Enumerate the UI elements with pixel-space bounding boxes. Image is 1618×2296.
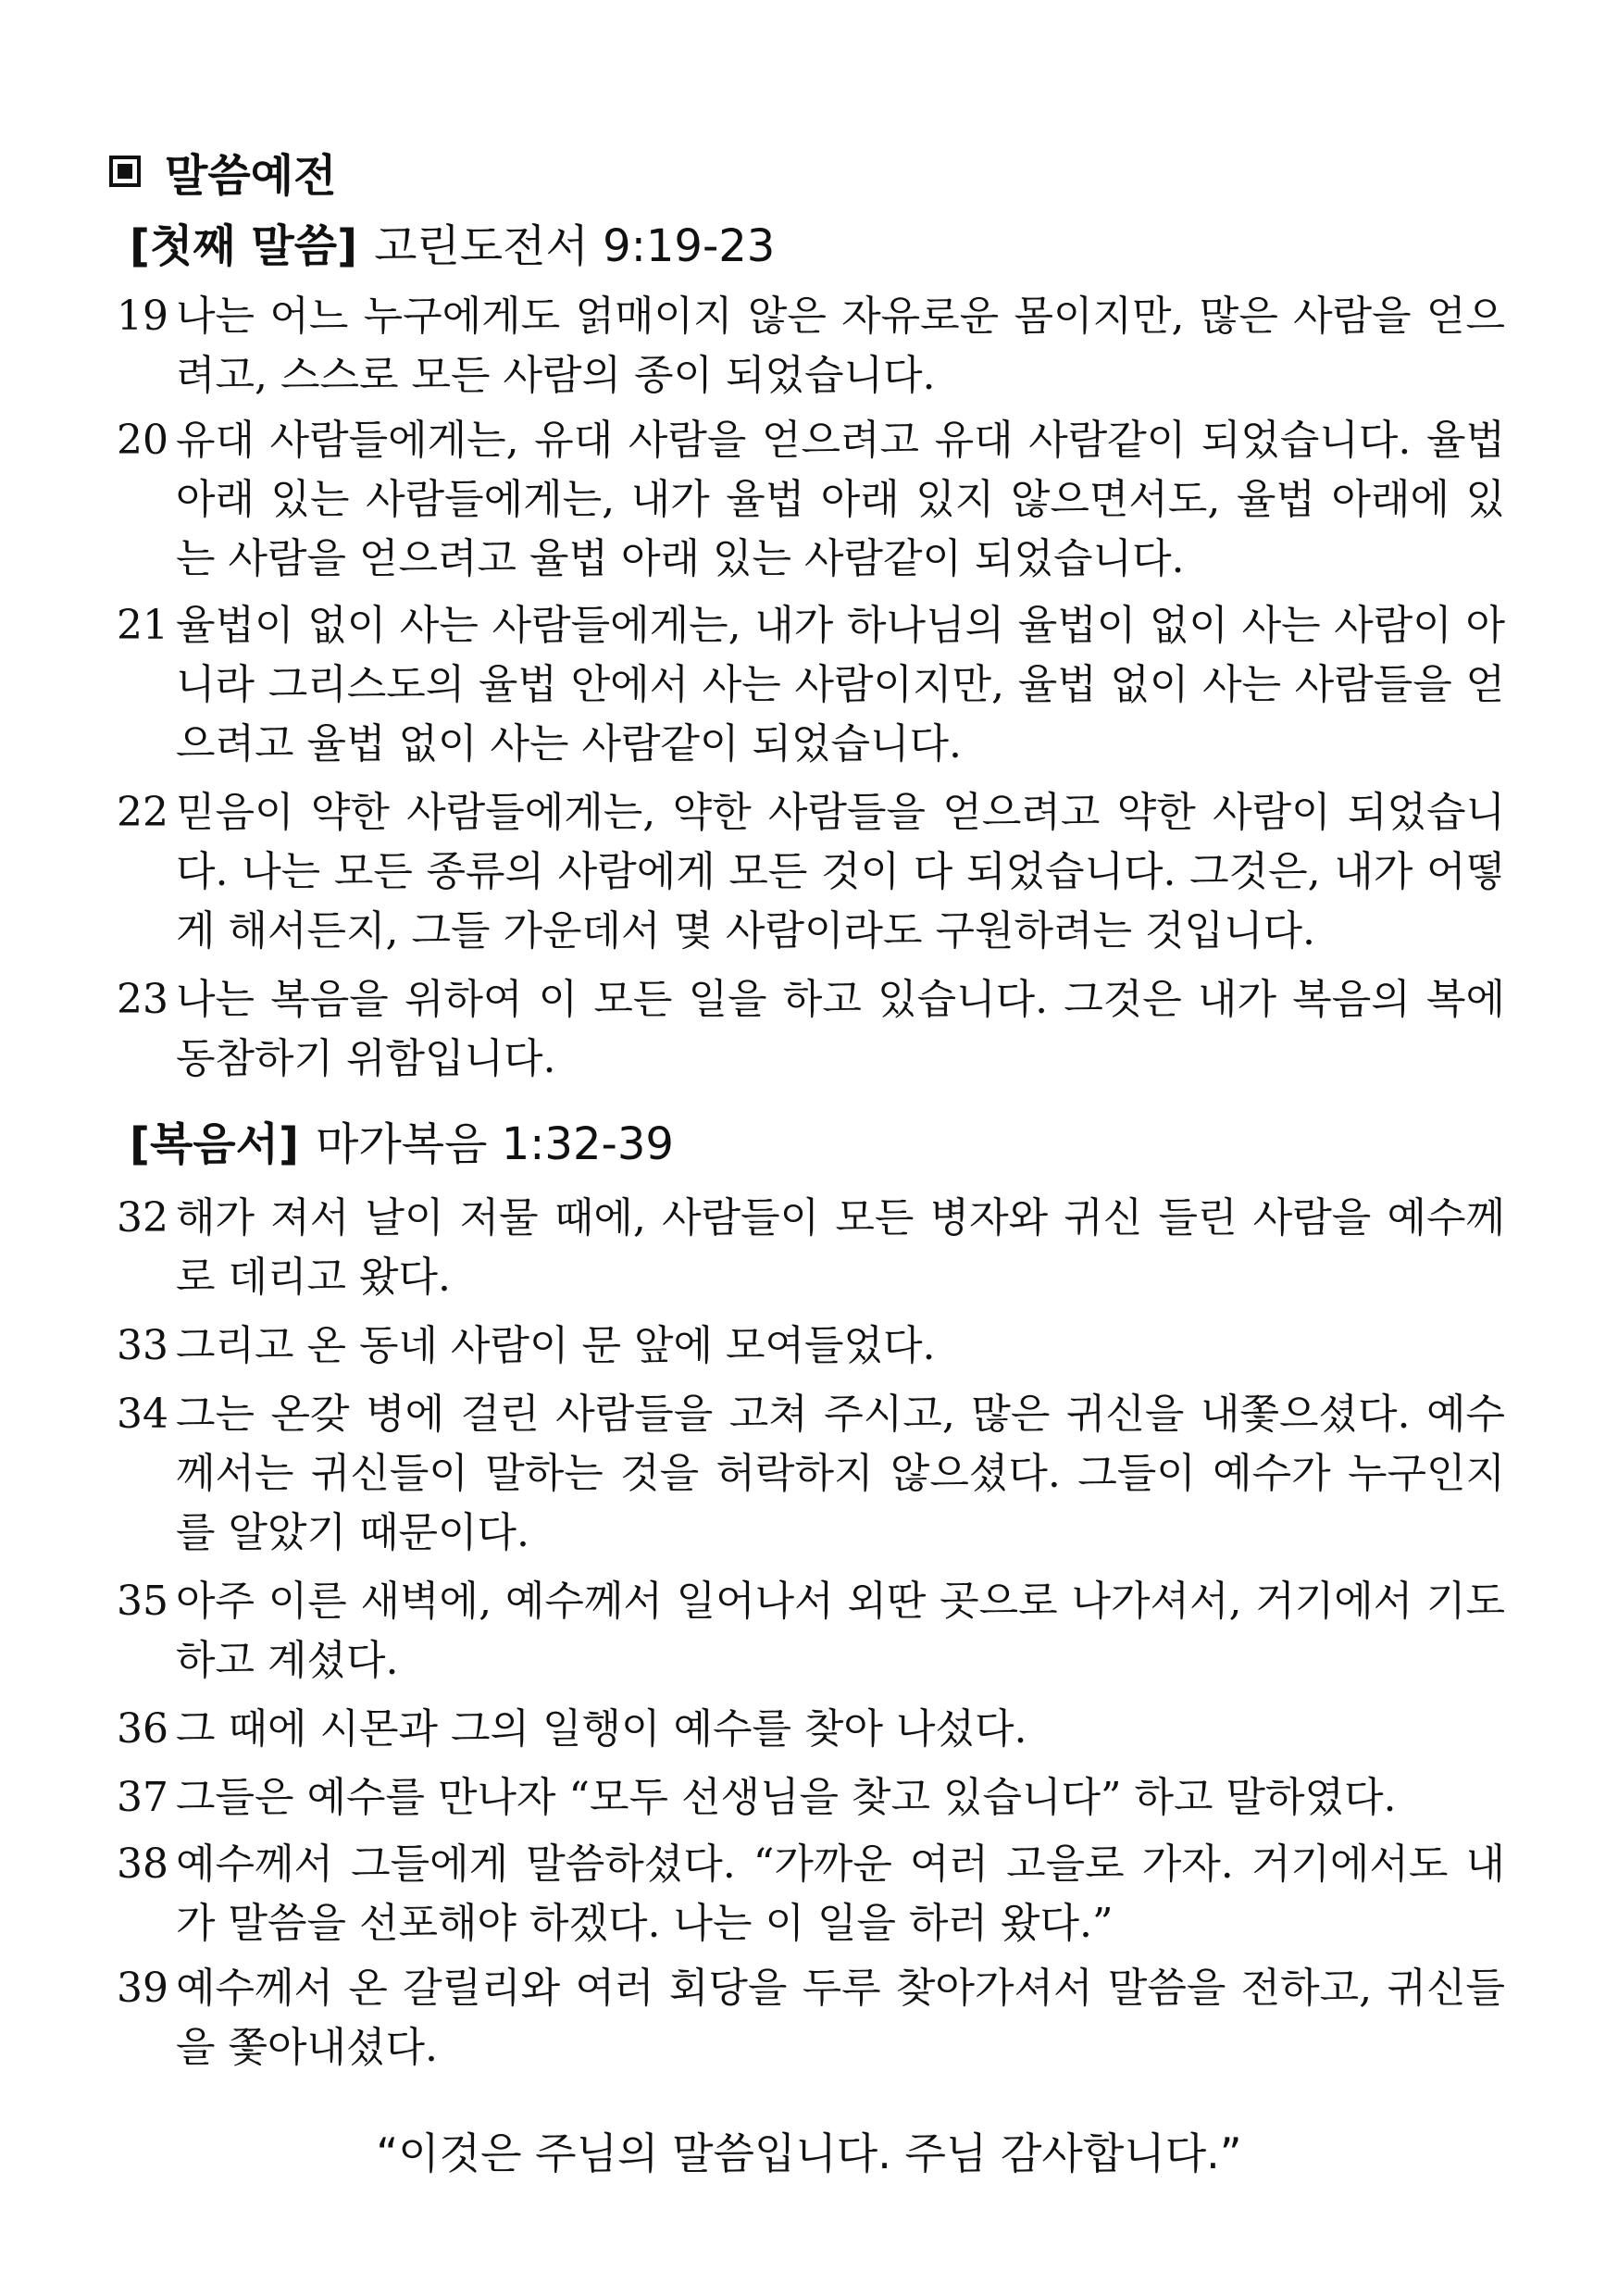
verse-number: 37: [117, 1774, 168, 1821]
verse: [117, 1189, 1505, 1307]
verse: [117, 1572, 1505, 1691]
verse: [117, 1768, 1505, 1828]
verse-number: 34: [117, 1391, 168, 1438]
verse: [117, 411, 1505, 589]
closing-response: “이것은 주님의 말씀입니다. 주님 감사합니다.”: [376, 2128, 1242, 2178]
verse: [117, 596, 1505, 774]
first-reading-reference: 고린도전서 9:19-23: [374, 219, 776, 272]
verse-text: 그들은 예수를 만나자 “모두 선생님을 찾고 있습니다” 하고 말하였다.: [176, 1774, 1397, 1821]
verse-number: 19: [117, 293, 168, 340]
verse-text: 나는 어느 누구에게도 얽매이지 않은 자유로운 몸이지만, 많은 사람을 얻으려고, 스스로 모든 사람의 종이 되었습니다.: [176, 293, 1505, 399]
gospel-heading: [130, 1107, 674, 1172]
verse: [117, 783, 1505, 961]
first-reading-label: [첫째 말씀]: [130, 219, 358, 272]
verse-text: 그 때에 시몬과 그의 일행이 예수를 찾아 나섰다.: [176, 1705, 1027, 1753]
verse-number: 21: [117, 602, 168, 649]
verse-number: 33: [117, 1322, 168, 1369]
verse-number: 35: [117, 1578, 168, 1625]
verse-text: 해가 져서 날이 저물 때에, 사람들이 모든 병자와 귀신 들린 사람을 예수께로 데리고 왔다.: [176, 1194, 1505, 1301]
verse-text: 유대 사람들에게는, 유대 사람을 얻으려고 유대 사람같이 되었습니다. 율법 아래 있는 사람들에게는, 내가 율법 아래 있지 않으면서도, 율법 아래에 있는 사람을 얻으려고 율법 아래 있는 사람같이 되었습니다.: [176, 417, 1505, 582]
verse-text: 율법이 없이 사는 사람들에게는, 내가 하나님의 율법이 없이 사는 사람이 아니라 그리스도의 율법 안에서 사는 사람이지만, 율법 없이 사는 사람들을 얻으려고 율법 없이 사는 사람같이 되었습니다.: [176, 602, 1505, 767]
square-bullet-icon: [109, 156, 141, 187]
verse-text: 예수께서 그들에게 말씀하셨다. “가까운 여러 고을로 가자. 거기에서도 내가 말씀을 선포해야 하겠다. 나는 이 일을 하러 왔다.”: [176, 1841, 1505, 1947]
verse: [117, 287, 1505, 406]
verse-text: 그리고 온 동네 사람이 문 앞에 모여들었다.: [176, 1322, 936, 1369]
verse-text: 나는 복음을 위하여 이 모든 일을 하고 있습니다. 그것은 내가 복음의 복에 동참하기 위함입니다.: [176, 976, 1505, 1082]
verse-number: 22: [117, 789, 168, 836]
verse: [117, 1835, 1505, 1953]
gospel-reference: 마가복음 1:32-39: [315, 1117, 674, 1170]
verse-number: 23: [117, 976, 168, 1023]
gospel-label: [복음서]: [130, 1117, 299, 1170]
verse: [117, 1700, 1505, 1759]
first-reading-heading: [130, 209, 775, 274]
verse-text: 아주 이른 새벽에, 예수께서 일어나서 외딴 곳으로 나가셔서, 거기에서 기도하고 계셨다.: [176, 1578, 1505, 1684]
section-title: 말씀예전: [165, 149, 337, 202]
verse: [117, 1316, 1505, 1376]
verse-text: 그는 온갖 병에 걸린 사람들을 고쳐 주시고, 많은 귀신을 내쫓으셨다. 예수께서는 귀신들이 말하는 것을 허락하지 않으셨다. 그들이 예수가 누구인지를 알았기 때문이다.: [176, 1391, 1505, 1556]
verse-number: 20: [117, 417, 168, 464]
verse-text: 예수께서 온 갈릴리와 여러 회당을 두루 찾아가셔서 말씀을 전하고, 귀신들을 쫓아내셨다.: [176, 1965, 1505, 2071]
verse: [117, 970, 1505, 1089]
verse: [117, 1385, 1505, 1563]
verse-number: 39: [117, 1965, 168, 2012]
verse-number: 32: [117, 1194, 168, 1242]
verse-text: 믿음이 약한 사람들에게는, 약한 사람들을 얻으려고 약한 사람이 되었습니다. 나는 모든 종류의 사람에게 모든 것이 다 되었습니다. 그것은, 내가 어떻게 해서든지, 그들 가운데서 몇 사람이라도 구원하려는 것입니다.: [176, 789, 1505, 955]
verse: [117, 1959, 1505, 2078]
verse-number: 38: [117, 1841, 168, 1888]
section-heading: [109, 139, 336, 204]
verse-number: 36: [117, 1705, 168, 1753]
